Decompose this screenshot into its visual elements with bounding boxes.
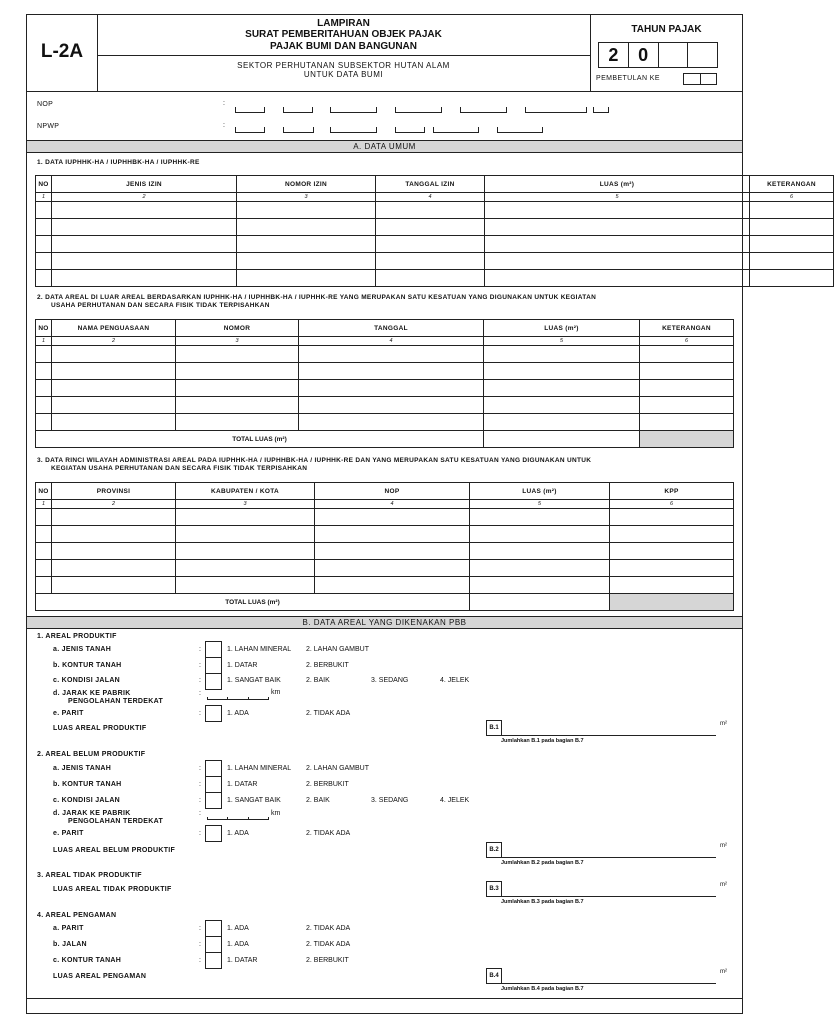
nop-label: NOP xyxy=(37,101,54,108)
p1-note: Jumlahkan B.1 pada bagian B.7 xyxy=(501,738,584,744)
km-unit: km xyxy=(271,689,281,696)
s3-num: 5 xyxy=(470,500,610,509)
s3-num: 2 xyxy=(52,500,176,509)
opt-ada: 1. ADA xyxy=(227,925,249,932)
opt-baik: 2. BAIK xyxy=(306,797,330,804)
opt-jelek: 4. JELEK xyxy=(440,797,470,804)
opt-lahan-mineral: 1. LAHAN MINERAL xyxy=(227,765,292,772)
s3-hdr-kpp: KPP xyxy=(610,483,734,500)
opt-baik: 2. BAIK xyxy=(306,677,330,684)
table-row[interactable] xyxy=(36,202,834,219)
s1-hdr-jenis: JENIS IZIN xyxy=(52,176,237,193)
p2-luas-label: LUAS AREAL BELUM PRODUKTIF xyxy=(53,847,176,854)
s2-num: 2 xyxy=(52,337,176,346)
p2-jalan-box[interactable] xyxy=(205,792,222,809)
s2-num: 1 xyxy=(36,337,52,346)
opt-sangat-baik: 1. SANGAT BAIK xyxy=(227,797,281,804)
opt-lahan-gambut: 2. LAHAN GAMBUT xyxy=(306,765,370,772)
s1-num: 5 xyxy=(485,193,750,202)
s2-total-value[interactable] xyxy=(484,431,640,448)
table-areal-luar xyxy=(35,319,734,448)
title-lampiran: LAMPIRAN xyxy=(317,18,370,29)
p3-luas-label: LUAS AREAL TIDAK PRODUKTIF xyxy=(53,886,172,893)
p2-jarak-input[interactable] xyxy=(207,814,269,820)
p4-unit: m² xyxy=(720,969,727,975)
p4-note: Jumlahkan B.4 pada bagian B.7 xyxy=(501,986,584,992)
km-unit: km xyxy=(271,810,281,817)
p1-e-label: e. PARIT xyxy=(53,710,84,717)
opt-tidak-ada: 2. TIDAK ADA xyxy=(306,941,351,948)
s3-num: 4 xyxy=(315,500,470,509)
form-page: L-2A LAMPIRAN SURAT PEMBERITAHUAN OBJEK PAJAK PAJAK BUMI DAN BANGUNAN SEKTOR PERHUTANAN SUBSEKTOR HUTAN ALAM UNTUK DATA BUMI TAHUN PAJAK 2 0 PEMBETULAN KE NOP : NPWP : A. DATA UMUM 1. DATA IUPHHK-HA / IUPHHBK-HA / IUPHHK-RE NO JENIS IZIN NOMOR IZIN TANGGAL IZIN LUAS (m²) KETERANGAN 1 2 3 4 5 6 2. DATA AREAL DI LUAR AREAL BERDASARKAN IUPHHK-HA / IUPHHBK-HA / IUPHHK-RE YANG MERUPAKAN SATU KESATUAN YANG DIGUNAKAN UNTUK KEGIATAN USAHA PERHUTANAN DAN SECARA FISIK TIDAK TERPISAHKAN NO NAMA PENGUASAAN NOMOR TANGGAL LUAS (m²) KETERANGAN 1 2 3 4 5 6 TOTAL LUAS (m²) 3. DATA RINCI WILAYAH ADMINISTRASI AREAL PADA IUPHHK-HA / IUPHHBK-HA / IUPHHK-RE DAN YANG MERUPAKAN SATU KESATUAN YANG DIGUNAKAN UNTUK KEGIATAN USAHA PERHUTANAN DAN SECARA FISIK TIDAK TERPISAHKAN NO PROVINSI KABUPATEN / KOTA NOP LUAS (m²) KPP 1 2 3 4 5 6 TOTAL LUAS (m²) B. DATA AREAL YANG DIKENAKAN PBB 1. AREAL PRODUKTIF a. JENIS TANAH : 1. LAHAN MINERAL 2. LAHAN GAMBUT b. KONTUR TANAH : 1. DATAR 2. BERBUKIT c. KONDISI JALAN : 1. SANGAT BAIK 2. BAIK 3. SEDANG 4. JELEK d. JARAK KE PABRIK PENGOLAHAN TERDEKAT : km e. PARIT : 1. ADA 2. TIDAK ADA LUAS AREAL PRODUKTIF B.1 m² Jumlahkan B.1 pada bagian B.7 2. AREAL BELUM PRODUKTIF a. JENIS TANAH : 1. LAHAN MINERAL 2. LAHAN GAMBUT b. KONTUR TANAH : 1. DATAR 2. BERBUKIT c. KONDISI JALAN : 1. SANGAT BAIK 2. BAIK 3. SEDANG 4. JELEK d. JARAK KE PABRIK PENGOLAHAN TERDEKAT : km e. PARIT : 1. ADA 2. TIDAK ADA LUAS AREAL BELUM PRODUKTIF B.2 m² Jumlahkan B.2 pada bagian B.7 3. AREAL TIDAK PRODUKTIF LUAS AREAL TIDAK PRODUKTIF B.3 m² Jumlahkan B.3 pada bagian B.7 4. AREAL PENGAMAN a. PARIT : 1. ADA 2. TIDAK ADA b. JALAN : 1. ADA 2. TIDAK ADA c. KONTUR TANAH : 1. DATAR 2. BERBUKIT LUAS AREAL PENGAMAN B.4 m² Jumlahkan B.4 pada bagian B.7 xyxy=(26,14,743,1014)
s1-hdr-tanggal: TANGGAL IZIN xyxy=(376,176,485,193)
s3-total-value[interactable] xyxy=(470,594,610,611)
opt-datar: 1. DATAR xyxy=(227,662,258,669)
opt-ada: 1. ADA xyxy=(227,710,249,717)
p1-jarak-input[interactable] xyxy=(207,694,269,700)
table-row[interactable] xyxy=(36,270,834,287)
p2-a-label: a. JENIS TANAH xyxy=(53,765,112,772)
form-code: L-2A xyxy=(40,41,84,62)
p2-code: B.2 xyxy=(486,842,502,858)
opt-ada: 1. ADA xyxy=(227,830,249,837)
s2-num: 5 xyxy=(484,337,640,346)
section-a-title: A. DATA UMUM xyxy=(27,140,742,153)
p1-kontur-box[interactable] xyxy=(205,657,222,674)
tahun-pajak-label: TAHUN PAJAK xyxy=(631,24,702,35)
s1-title: 1. DATA IUPHHK-HA / IUPHHBK-HA / IUPHHK-RE xyxy=(37,159,200,166)
pembetulan-field[interactable] xyxy=(683,73,717,85)
s3-title-2: KEGIATAN USAHA PERHUTANAN DAN SECARA FISIK TIDAK TERPISAHKAN xyxy=(51,465,308,472)
opt-datar: 1. DATAR xyxy=(227,957,258,964)
p2-d-label-1: d. JARAK KE PABRIK xyxy=(53,810,131,817)
p2-d-label-2: PENGOLAHAN TERDEKAT xyxy=(68,818,164,825)
p1-title: 1. AREAL PRODUKTIF xyxy=(37,633,117,640)
s1-num: 1 xyxy=(36,193,52,202)
opt-datar: 1. DATAR xyxy=(227,781,258,788)
p1-code: B.1 xyxy=(486,720,502,736)
s1-hdr-nomor: NOMOR IZIN xyxy=(237,176,376,193)
s2-total-label: TOTAL LUAS (m²) xyxy=(36,431,484,448)
s1-num: 6 xyxy=(750,193,834,202)
s2-hdr-nomor: NOMOR xyxy=(176,320,299,337)
s1-hdr-ket: KETERANGAN xyxy=(750,176,834,193)
opt-sedang: 3. SEDANG xyxy=(371,797,409,804)
p3-code: B.3 xyxy=(486,881,502,897)
p1-a-label: a. JENIS TANAH xyxy=(53,646,112,653)
p1-luas-input[interactable] xyxy=(502,720,716,736)
subtitle-sektor: SEKTOR PERHUTANAN SUBSEKTOR HUTAN ALAM xyxy=(237,61,450,70)
p4-jalan-box[interactable] xyxy=(205,936,222,953)
title-sptop: SURAT PEMBERITAHUAN OBJEK PAJAK xyxy=(245,29,442,40)
p3-luas-input[interactable] xyxy=(502,881,716,897)
p2-c-label: c. KONDISI JALAN xyxy=(53,797,121,804)
table-wilayah xyxy=(35,482,734,611)
opt-berbukit: 2. BERBUKIT xyxy=(306,957,349,964)
table-row[interactable] xyxy=(36,363,734,380)
p1-jenis-tanah-box[interactable] xyxy=(205,641,222,658)
s3-num: 6 xyxy=(610,500,734,509)
p3-title: 3. AREAL TIDAK PRODUKTIF xyxy=(37,872,142,879)
table-row[interactable] xyxy=(36,509,734,526)
tahun-digit-3 xyxy=(659,43,689,67)
s2-hdr-ket: KETERANGAN xyxy=(640,320,734,337)
s3-title-1: 3. DATA RINCI WILAYAH ADMINISTRASI AREAL PADA IUPHHK-HA / IUPHHBK-HA / IUPHHK-RE DAN YANG MERUPAKAN SATU KESATUAN YANG DIGUNAKAN UNTUK xyxy=(37,457,592,464)
p1-b-label: b. KONTUR TANAH xyxy=(53,662,122,669)
s2-hdr-tanggal: TANGGAL xyxy=(299,320,484,337)
s2-num: 6 xyxy=(640,337,734,346)
s3-hdr-kabupaten: KABUPATEN / KOTA xyxy=(176,483,315,500)
subtitle-data-bumi: UNTUK DATA BUMI xyxy=(303,70,384,79)
s3-hdr-no: NO xyxy=(36,483,52,500)
s3-total-label: TOTAL LUAS (m²) xyxy=(36,594,470,611)
p2-b-label: b. KONTUR TANAH xyxy=(53,781,122,788)
table-row[interactable] xyxy=(36,577,734,594)
p2-kontur-box[interactable] xyxy=(205,776,222,793)
p1-jalan-box[interactable] xyxy=(205,673,222,690)
s1-num: 2 xyxy=(52,193,237,202)
p2-note: Jumlahkan B.2 pada bagian B.7 xyxy=(501,860,584,866)
s3-hdr-nop: NOP xyxy=(315,483,470,500)
s2-hdr-no: NO xyxy=(36,320,52,337)
p2-luas-input[interactable] xyxy=(502,842,716,858)
nop-input[interactable] xyxy=(235,105,615,115)
p4-parit-box[interactable] xyxy=(205,920,222,937)
p4-luas-input[interactable] xyxy=(502,968,716,984)
table-row[interactable] xyxy=(36,414,734,431)
table-row[interactable] xyxy=(36,526,734,543)
s2-hdr-nama: NAMA PENGUASAAN xyxy=(52,320,176,337)
opt-tidak-ada: 2. TIDAK ADA xyxy=(306,710,351,717)
section-b-title: B. DATA AREAL YANG DIKENAKAN PBB xyxy=(27,616,742,629)
p1-d-label-2: PENGOLAHAN TERDEKAT xyxy=(68,698,164,705)
npwp-input[interactable] xyxy=(235,125,555,135)
s3-num: 1 xyxy=(36,500,52,509)
pembetulan-label: PEMBETULAN KE xyxy=(596,75,660,82)
opt-berbukit: 2. BERBUKIT xyxy=(306,781,349,788)
table-row[interactable] xyxy=(36,397,734,414)
table-row[interactable] xyxy=(36,253,834,270)
opt-lahan-gambut: 2. LAHAN GAMBUT xyxy=(306,646,370,653)
p4-title: 4. AREAL PENGAMAN xyxy=(37,912,117,919)
p2-unit: m² xyxy=(720,843,727,849)
s3-num: 3 xyxy=(176,500,315,509)
p2-title: 2. AREAL BELUM PRODUKTIF xyxy=(37,751,146,758)
table-iuphhk xyxy=(35,175,834,287)
opt-jelek: 4. JELEK xyxy=(440,677,470,684)
p2-e-label: e. PARIT xyxy=(53,830,84,837)
s3-hdr-luas: LUAS (m²) xyxy=(470,483,610,500)
table-row[interactable] xyxy=(36,236,834,253)
p4-b-label: b. JALAN xyxy=(53,941,87,948)
p1-unit: m² xyxy=(720,721,727,727)
p4-code: B.4 xyxy=(486,968,502,984)
nop-colon: : xyxy=(223,100,226,107)
p1-d-label-1: d. JARAK KE PABRIK xyxy=(53,690,131,697)
tahun-digit-1: 2 xyxy=(599,43,629,67)
table-row[interactable] xyxy=(36,219,834,236)
p4-kontur-box[interactable] xyxy=(205,952,222,969)
opt-lahan-mineral: 1. LAHAN MINERAL xyxy=(227,646,292,653)
npwp-colon: : xyxy=(223,122,226,129)
opt-berbukit: 2. BERBUKIT xyxy=(306,662,349,669)
p1-parit-box[interactable] xyxy=(205,705,222,722)
p2-jenis-tanah-box[interactable] xyxy=(205,760,222,777)
p4-luas-label: LUAS AREAL PENGAMAN xyxy=(53,973,147,980)
tahun-digit-2: 0 xyxy=(629,43,659,67)
table-row[interactable] xyxy=(36,346,734,363)
p1-luas-label: LUAS AREAL PRODUKTIF xyxy=(53,725,147,732)
table-row[interactable] xyxy=(36,380,734,397)
p2-parit-box[interactable] xyxy=(205,825,222,842)
npwp-label: NPWP xyxy=(37,123,60,130)
p4-c-label: c. KONTUR TANAH xyxy=(53,957,122,964)
opt-sedang: 3. SEDANG xyxy=(371,677,409,684)
s2-num: 3 xyxy=(176,337,299,346)
s2-hdr-luas: LUAS (m²) xyxy=(484,320,640,337)
s2-num: 4 xyxy=(299,337,484,346)
s1-num: 3 xyxy=(237,193,376,202)
opt-sangat-baik: 1. SANGAT BAIK xyxy=(227,677,281,684)
s1-hdr-no: NO xyxy=(36,176,52,193)
p3-note: Jumlahkan B.3 pada bagian B.7 xyxy=(501,899,584,905)
s3-hdr-provinsi: PROVINSI xyxy=(52,483,176,500)
title-pbb: PAJAK BUMI DAN BANGUNAN xyxy=(269,41,418,52)
opt-ada: 1. ADA xyxy=(227,941,249,948)
p4-a-label: a. PARIT xyxy=(53,925,84,932)
tahun-pajak-field[interactable] xyxy=(598,42,718,68)
s2-title-2: USAHA PERHUTANAN DAN SECARA FISIK TIDAK TERPISAHKAN xyxy=(51,302,270,309)
table-row[interactable] xyxy=(36,560,734,577)
tahun-digit-4 xyxy=(688,43,717,67)
opt-tidak-ada: 2. TIDAK ADA xyxy=(306,925,351,932)
p1-c-label: c. KONDISI JALAN xyxy=(53,677,121,684)
s1-num: 4 xyxy=(376,193,485,202)
table-row[interactable] xyxy=(36,543,734,560)
p3-unit: m² xyxy=(720,882,727,888)
s1-hdr-luas: LUAS (m²) xyxy=(485,176,750,193)
s2-title-1: 2. DATA AREAL DI LUAR AREAL BERDASARKAN IUPHHK-HA / IUPHHBK-HA / IUPHHK-RE YANG MERUPAKAN SATU KESATUAN YANG DIGUNAKAN UNTUK KEGIATAN xyxy=(37,294,597,301)
opt-tidak-ada: 2. TIDAK ADA xyxy=(306,830,351,837)
